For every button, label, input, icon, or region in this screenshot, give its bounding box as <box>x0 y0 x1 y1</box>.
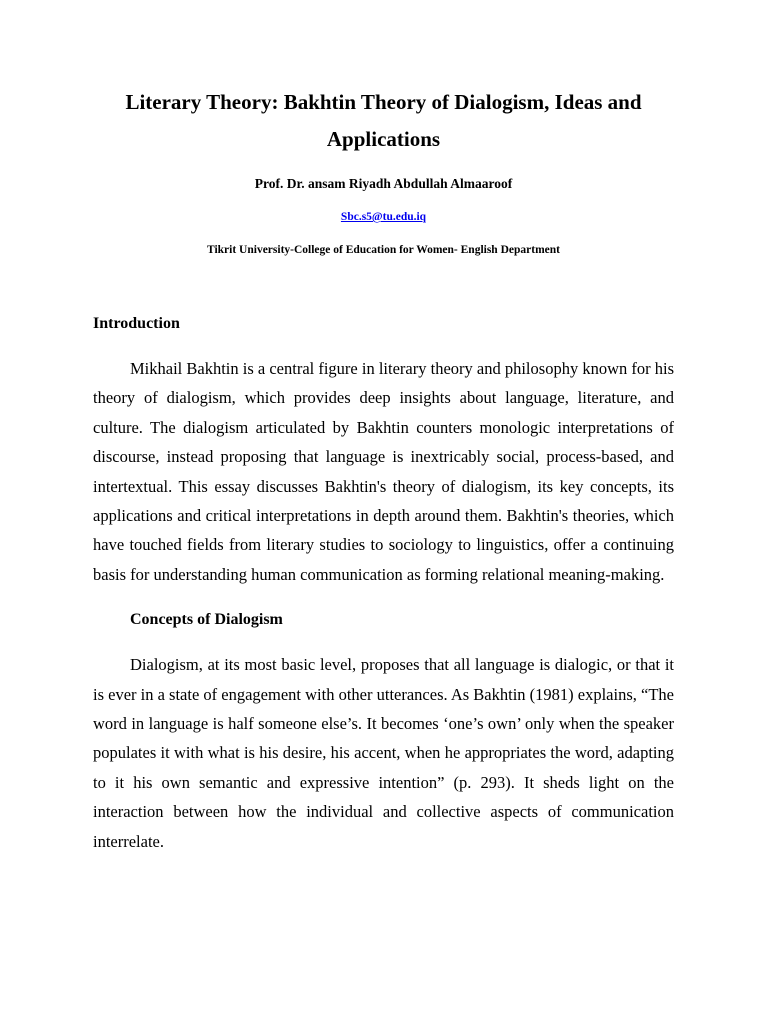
author-name: Prof. Dr. ansam Riyadh Abdullah Almaaroof <box>254 176 513 191</box>
author-email-line <box>93 210 674 224</box>
section-heading-concepts: Concepts of Dialogism <box>130 611 283 629</box>
paper-title: Literary Theory: Bakhtin Theory of Dialogism, Ideas and Applications <box>125 90 642 151</box>
concepts-paragraph: Dialogism, at its most basic level, proposes that all language is dialogic, or that it is ever in a state of engagement with other utterances. As Bakhtin (1981) explains, “The word in language is half someone else’s. It becomes ‘one’s own’ only when the speaker populates it with what is his desire, his accent, when he appropriates the word, adapting to it his own semantic and expressive intention” (p. 293). It sheds light on the interaction between how the individual and collective aspects of communication interrelate. <box>93 655 674 851</box>
introduction-paragraph: Mikhail Bakhtin is a central figure in literary theory and philosophy known for his theory of dialogism, which provides deep insights about language, literature, and culture. The dialogism articulated by Bakhtin counters monologic interpretations of discourse, instead proposing that language is inextricably social, process-based, and intertextual. This essay discusses Bakhtin's theory of dialogism, its key concepts, its applications and critical interpretations in depth around them. Bakhtin's theories, which have touched fields from literary studies to sociology to linguistics, offer a continuing basis for understanding human communication as forming relational meaning-making. <box>93 359 674 584</box>
author-email-link[interactable]: Sbc.s5@tu.edu.iq <box>340 211 427 223</box>
author-affiliation: Tikrit University-College of Education for Women- English Department <box>207 244 560 256</box>
section-heading-introduction: Introduction <box>93 315 180 332</box>
